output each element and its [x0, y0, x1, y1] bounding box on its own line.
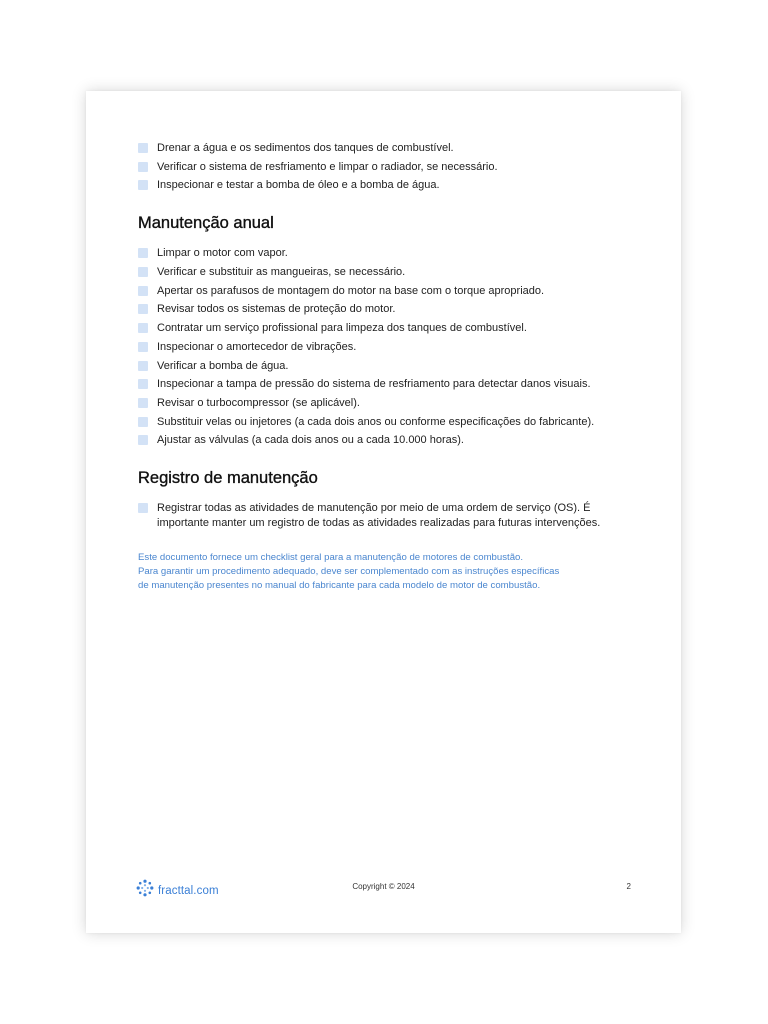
- disclaimer-note: [138, 551, 638, 593]
- checkbox: [138, 248, 148, 258]
- checkbox: [138, 379, 148, 389]
- checklist-item: [138, 141, 638, 156]
- checklist-item-text: Substituir velas ou injetores (a cada dois anos ou conforme especificações do fabricante).: [157, 415, 595, 428]
- checklist-item: [138, 340, 638, 355]
- checkbox: [138, 323, 148, 333]
- checkbox: [138, 417, 148, 427]
- checklist-item-text: Revisar o turbocompressor (se aplicável).: [157, 396, 360, 409]
- page-number: 2: [626, 882, 631, 891]
- checkbox: [138, 180, 148, 190]
- checklist-item: [138, 321, 638, 336]
- checklist-item: [138, 377, 638, 392]
- checklist-item-text: Drenar a água e os sedimentos dos tanques de combustível.: [157, 142, 454, 154]
- page-content: [138, 141, 638, 593]
- document-page: [86, 91, 681, 933]
- checklist-item: [138, 396, 638, 411]
- checklist-item: [138, 246, 638, 261]
- checklist-item-text: Inspecionar e testar a bomba de óleo e a bomba de água.: [157, 179, 440, 192]
- checklist-item-text: Inspecionar o amortecedor de vibrações.: [157, 340, 357, 353]
- section-title-registry: Registro de manutenção: [138, 469, 318, 488]
- checklist-top: [138, 141, 638, 193]
- checklist-item-text: Revisar todos os sistemas de proteção do motor.: [157, 303, 396, 316]
- checklist-item: [138, 160, 638, 175]
- checklist-item-text: Verificar o sistema de resfriamento e limpar o radiador, se necessário.: [157, 160, 498, 173]
- checkbox: [138, 304, 148, 314]
- checklist-item: [138, 359, 638, 374]
- checkbox: [138, 286, 148, 296]
- checkbox: [138, 162, 148, 172]
- checklist-item-text: Verificar e substituir as mangueiras, se necessário.: [157, 266, 406, 279]
- checkbox: [138, 267, 148, 277]
- checkbox: [138, 342, 148, 352]
- checklist-item-text: Verificar a bomba de água.: [157, 359, 289, 372]
- logo-text: fracttal.com: [158, 884, 219, 897]
- checklist-item-text: Registrar todas as atividades de manutenção por meio de uma ordem de serviço (OS). É importante manter um registro de todas as atividades realizadas para futuras intervenções.: [157, 502, 601, 530]
- checklist-item-text: Apertar os parafusos de montagem do motor na base com o torque apropriado.: [157, 284, 545, 297]
- checklist-item: [138, 178, 638, 193]
- checkbox: [138, 361, 148, 371]
- checklist-item-text: Contratar um serviço profissional para limpeza dos tanques de combustível.: [157, 322, 527, 335]
- checkbox: [138, 143, 148, 153]
- copyright-text: Copyright © 2024: [352, 882, 415, 891]
- checklist-item: [138, 265, 638, 280]
- note-line: Para garantir um procedimento adequado, deve ser complementado com as instruções específicas: [138, 566, 560, 578]
- checklist-item-text: Ajustar as válvulas (a cada dois anos ou a cada 10.000 horas).: [157, 434, 464, 447]
- checkbox: [138, 398, 148, 408]
- section-title-annual: Manutenção anual: [138, 214, 274, 233]
- checklist-item: [138, 501, 638, 531]
- checklist-item: [138, 284, 638, 299]
- checklist-item: [138, 433, 638, 448]
- checklist-item: [138, 302, 638, 317]
- checkbox: [138, 435, 148, 445]
- checklist-annual: [138, 246, 638, 448]
- checklist-item-text: Limpar o motor com vapor.: [157, 247, 288, 260]
- checklist-item: [138, 415, 638, 430]
- checklist-item-text: Inspecionar a tampa de pressão do sistema de resfriamento para detectar danos visuais.: [157, 378, 591, 391]
- note-line: de manutenção presentes no manual do fabricante para cada modelo de motor de combustão.: [138, 580, 541, 592]
- checklist-registry: [138, 501, 638, 531]
- page-footer: [136, 879, 631, 897]
- checkbox: [138, 503, 148, 513]
- note-line: Este documento fornece um checklist geral para a manutenção de motores de combustão.: [138, 552, 524, 564]
